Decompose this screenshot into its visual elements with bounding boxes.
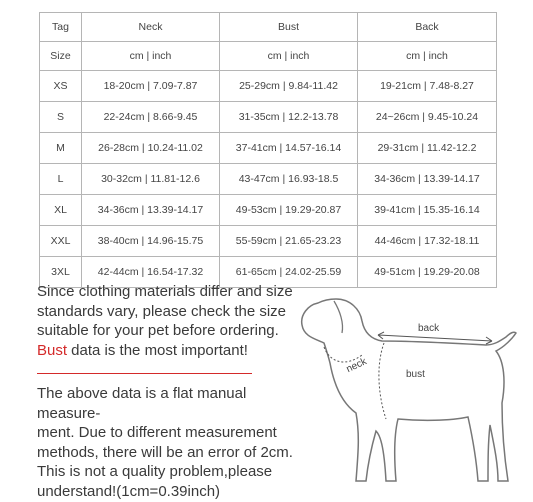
table-row (40, 226, 497, 257)
back-cell: 44-46cm | 17.32-18.11 (358, 226, 497, 257)
back-cell: 24~26cm | 9.45-10.24 (358, 102, 497, 133)
dog-ear (334, 301, 343, 333)
header-back: Back (358, 13, 497, 42)
back-cell: 39-41cm | 15.35-16.14 (358, 195, 497, 226)
units-neck: cm | inch (82, 42, 220, 71)
size-cell: 3XL (40, 257, 82, 288)
neck-label: neck (344, 356, 369, 376)
neck-cell: 30-32cm | 11.81-12.6 (82, 164, 220, 195)
bust-cell: 43-47cm | 16.93-18.5 (220, 164, 358, 195)
bust-cell: 37-41cm | 14.57-16.14 (220, 133, 358, 164)
bust-label: bust (406, 369, 425, 380)
header-bust: Bust (220, 13, 358, 42)
measurement-note (37, 384, 312, 502)
note-line: methods, there will be an error of 2cm. (37, 443, 293, 461)
size-cell: XS (40, 71, 82, 102)
table-units-row (40, 42, 497, 71)
size-cell: M (40, 133, 82, 164)
back-cell: 34-36cm | 13.39-14.17 (358, 164, 497, 195)
table-row (40, 102, 497, 133)
back-arrow (378, 335, 492, 341)
note-line: Since clothing materials differ and size (37, 283, 293, 300)
bust-cell: 49-53cm | 19.29-20.87 (220, 195, 358, 226)
dog-silhouette (302, 299, 516, 481)
back-cell: 29-31cm | 11.42-12.2 (358, 133, 497, 164)
note-line: The above data is a flat manual measure- (37, 385, 247, 422)
header-neck: Neck (82, 13, 220, 42)
size-cell: S (40, 102, 82, 133)
table-row (40, 71, 497, 102)
units-back: cm | inch (358, 42, 497, 71)
units-size: Size (40, 42, 82, 71)
note-line-rest: data is the most important! (67, 341, 248, 359)
neck-cell: 34-36cm | 13.39-14.17 (82, 195, 220, 226)
header-tag: Tag (40, 13, 82, 42)
back-label: back (418, 323, 440, 334)
neck-cell: 38-40cm | 14.96-15.75 (82, 226, 220, 257)
bust-measure-line (379, 343, 386, 419)
red-underline (37, 373, 252, 374)
bust-cell: 55-59cm | 21.65-23.23 (220, 226, 358, 257)
note-line-bust (37, 341, 302, 361)
size-cell: L (40, 164, 82, 195)
dog-measurement-diagram (290, 285, 525, 495)
neck-cell: 22-24cm | 8.66-9.45 (82, 102, 220, 133)
bust-cell: 25-29cm | 9.84-11.42 (220, 71, 358, 102)
neck-cell: 18-20cm | 7.09-7.87 (82, 71, 220, 102)
table-header-row (40, 13, 497, 42)
size-note (37, 282, 302, 380)
note-line: standards vary, please check the size (37, 302, 287, 320)
neck-cell: 26-28cm | 10.24-11.02 (82, 133, 220, 164)
size-chart-table (39, 12, 497, 288)
table-row (40, 164, 497, 195)
note-line: ment. Due to different measurement (37, 424, 277, 442)
note-line: This is not a quality problem,please (37, 463, 273, 481)
bust-cell: 31-35cm | 12.2-13.78 (220, 102, 358, 133)
bust-highlight: Bust (37, 341, 68, 359)
bust-cell: 61-65cm | 24.02-25.59 (220, 257, 358, 288)
size-cell: XL (40, 195, 82, 226)
table-row (40, 195, 497, 226)
note-line: suitable for your pet before ordering. (37, 322, 279, 340)
units-bust: cm | inch (220, 42, 358, 71)
table-row (40, 133, 497, 164)
neck-cell: 42-44cm | 16.54-17.32 (82, 257, 220, 288)
size-cell: XXL (40, 226, 82, 257)
back-cell: 49-51cm | 19.29-20.08 (358, 257, 497, 288)
note-line: understand!(1cm=0.39inch) (37, 482, 221, 500)
back-cell: 19-21cm | 7.48-8.27 (358, 71, 497, 102)
